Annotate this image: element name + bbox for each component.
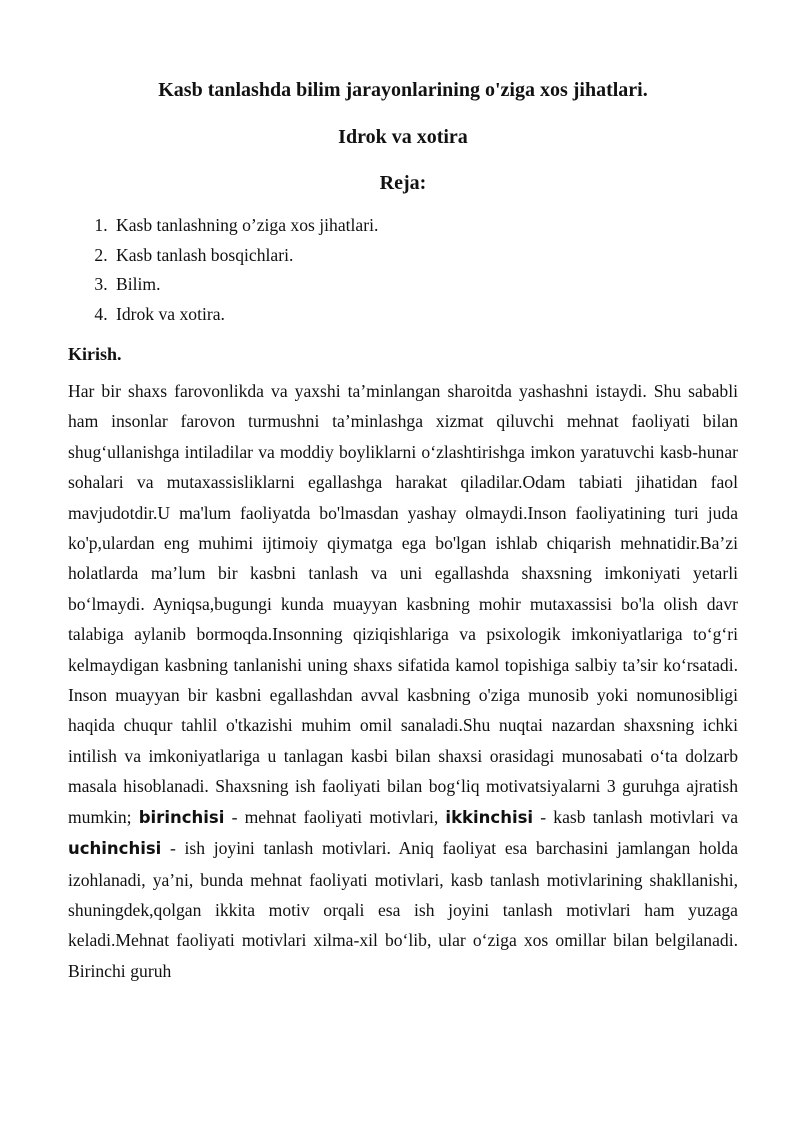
paragraph-text: - mehnat faoliyati motivlari, (224, 806, 446, 827)
emphasis-first: birinchisi (138, 807, 225, 827)
plan-item: 2. Kasb tanlash bosqichlari. (112, 241, 738, 271)
document-page (68, 72, 738, 986)
emphasis-second: ikkinchisi (445, 807, 534, 827)
intro-heading: Kirish. (68, 344, 122, 364)
document-subtitle: Idrok va xotira (338, 126, 468, 148)
paragraph-text: Har bir shaxs farovonlikda va yaxshi ta’minlangan sharoitda yashashni istaydi. Shu sababli ham insonlar farovon turmushni ta’minlashga xizmat qiluvchi mehnat faoliyati bilan shug‘ullanishga intiladilar va moddiy boyliklarni o‘zlashtirishga imkon yaratuvchi kasb-hunar sohalari va mutaxassisliklarni egallashga harakat qiladilar.Odam tabiati jihatidan faol mavjudotdir.U ma'lum faoliyatda bo'lmasdan yashay olmaydi.Inson faoliyatining turi juda ko'p,ulardan eng muhimi ijtimoiy qiymatga ega bo'lgan ishlab chiqarish mehnatidir.Ba’zi holatlarda ma’lum bir kasbni tanlash va uni egallashda shaxsning imkoniyati yetarli bo‘lmaydi. Ayniqsa,bugungi kunda muayyan kasbning mohir mutaxassisi bo'la olish davr talabiga aylanib bormoqda.Insonning qiziqishlariga va psixologik imkoniyatlariga to‘g‘ri kelmaydigan kasbning tanlanishi uning shaxs sifatida kamol topishiga salbiy ta’sir ko‘rsatadi. Inson muayyan bir kasbni egallashdan avval kasbning o'ziga munosib yoki nomunosibligi haqida chuqur tahlil o'tkazishi muhim omil sanaladi.Shu nuqtai nazardan shaxsning ichki intilish va imkoniyatlariga u tanlagan kasbi bilan shaxsi orasidagi munosabati o‘ta dolzarb masala hisoblanadi. Shaxsning ish faoliyati bilan bog‘liq motivatsiyalarni 3 guruhga ajratish mumkin; (68, 381, 738, 827)
paragraph-text: - kasb tanlash motivlari va (533, 806, 739, 827)
plan-list (68, 211, 738, 329)
paragraph-text: - ish joyini tanlash motivlari. Aniq faoliyat esa barchasini jamlangan holda izohlanadi, ya’ni, bunda mehnat faoliyati motivlari, kasb tanlash motivlarining shakllanishi, shuningdek,qolgan ikkita motiv orqali esa ish joyini tanlash motivlari ham yuzaga keladi.Mehnat faoliyati motivlari xilma-xil bo‘lib, ular o‘ziga xos omillar bilan belgilanadi. Birinchi guruh (68, 838, 738, 981)
document-title: Kasb tanlashda bilim jarayonlarining o'ziga xos jihatlari. (158, 79, 648, 101)
intro-paragraph (68, 376, 738, 986)
plan-item: 4. Idrok va xotira. (112, 300, 738, 330)
emphasis-third: uchinchisi (68, 839, 162, 859)
plan-heading: Reja: (379, 172, 427, 194)
plan-item: 1. Kasb tanlashning o’ziga xos jihatlari. (112, 211, 738, 241)
plan-item: 3. Bilim. (112, 270, 738, 300)
